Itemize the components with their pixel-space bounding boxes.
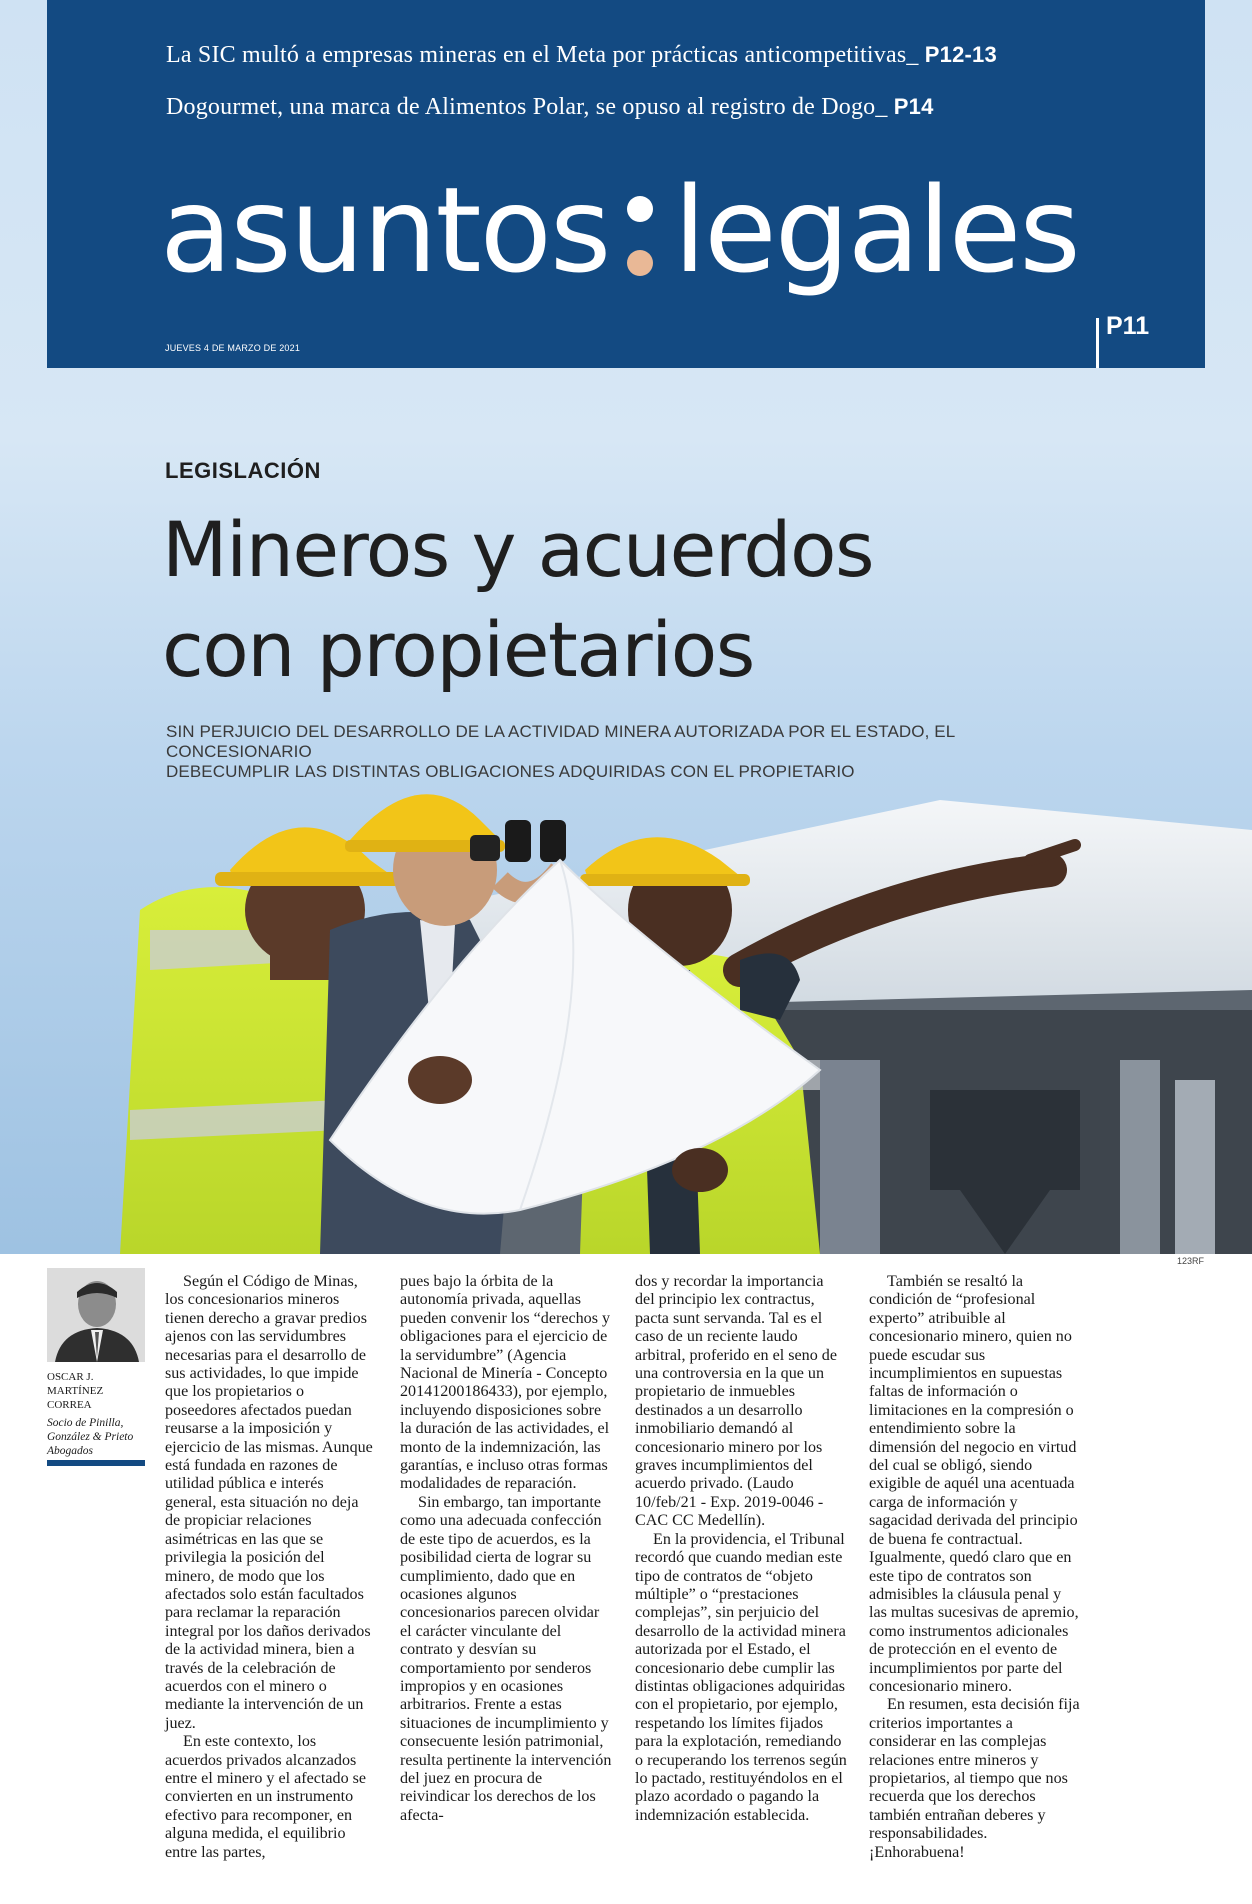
- dek-line-2: DEBECUMPLIR LAS DISTINTAS OBLIGACIONES ADQUIRIDAS CON EL PROPIETARIO: [166, 762, 855, 781]
- author-name-line-2: MARTÍNEZ: [47, 1385, 104, 1397]
- paragraph: En este contexto, los acuerdos privados alcanzados entre el minero y el afectado se convierten en un instrumento efectivo para recomponer, en alguna medida, el equilibrio entre las partes,: [165, 1733, 367, 1861]
- teaser-dogourmet-page: P14: [893, 94, 934, 119]
- author-role-line-2: González & Prieto: [47, 1431, 134, 1443]
- author-portrait-icon: [47, 1268, 145, 1362]
- author-name: [47, 1370, 147, 1412]
- issue-date: JUEVES 4 DE MARZO DE 2021: [165, 343, 301, 353]
- photo-credit: 123RF: [1176, 1256, 1204, 1266]
- dek-line-1: SIN PERJUICIO DEL DESARROLLO DE LA ACTIVIDAD MINERA AUTORIZADA POR EL ESTADO, EL CONCESIONARIO: [166, 722, 955, 761]
- paragraph: Según el Código de Minas, los concesionarios mineros tienen derecho a gravar predios ajenos con las servidumbres necesarias para el desarrollo de sus actividades, lo que impide que los propietarios o poseedores afectados puedan reusarse a la imposición y ejercicio de las mismas. Aunque está fundada en razones de utilidad pública e interés general, esta situación no deja de propiciar relaciones asimétricas en las que se privilegia la posición del minero, de modo que los afectados solo están facultados para reclamar la reparación integral por los daños derivados de la actividad minera, bien a través de la celebración de acuerdos con el minero o mediante la intervención de un juez.: [165, 1273, 373, 1732]
- section-logo: [160, 155, 1079, 305]
- paragraph: En la providencia, el Tribunal recordó que cuando median este tipo de contratos de “objeto múltiple” o “prestaciones complejas”, sin perjuicio del desarrollo de la actividad minera autorizada por el Estado, el concesionario debe cumplir las distintas obligaciones adquiridas con el propietario, por ejemplo, respetando los límites fijados para la explotación, remediando o recuperando los terrenos según lo pactado, restituyéndolos en el plazo acordado o pagando la indemnización establecida.: [635, 1530, 847, 1824]
- logo-word-legales: legales: [673, 161, 1079, 299]
- teaser-sic-text: La SIC multó a empresas mineras en el Meta por prácticas anticompetitivas_: [166, 42, 919, 68]
- paragraph: pues bajo la órbita de la autonomía privada, aquellas pueden convenir los “derechos y obligaciones para el ejercicio de la servidumbre” (Agencia Nacional de Minería - Concepto 20141200186433), por ejemplo, incluyendo disposiciones sobre la duración de las actividades, el monto de la indemnización, las garantías, e incluso otras formas modalidades de reparación.: [400, 1273, 611, 1493]
- author-role-line-3: Abogados: [47, 1445, 93, 1457]
- author-role-line-1: Socio de Pinilla,: [47, 1417, 124, 1429]
- page-number-divider: [1096, 318, 1099, 368]
- body-column-1: [165, 1273, 377, 1862]
- paragraph: Sin embargo, tan importante como una adecuada confección de este tipo de acuerdos, es la posibilidad cierta de lograr su cumplimiento, dado que en ocasiones algunos concesionarios parecen olvidar el carácter vinculante del contrato y desvían su comportamiento por senderos impropios y en ocasiones arbitrarios. Frente a estas situaciones de incumplimiento y consecuente lesión patrimonial, resulta pertinente la intervención del juez en procura de reivindicar los derechos de los afecta-: [400, 1493, 612, 1824]
- body-column-3: [635, 1273, 847, 1825]
- headline-line-2: con propietarios: [162, 605, 754, 694]
- body-column-2: [400, 1273, 612, 1825]
- author-name-line-3: CORREA: [47, 1399, 92, 1411]
- body-column-4: [869, 1273, 1081, 1862]
- paragraph: También se resaltó la condición de “profesional experto” atribuible al concesionario minero, quien no puede escudar sus incumplimientos en supuestas faltas de información o limitaciones en la compresión o entendimiento sobre la dimensión del negocio en virtud del cual se obligó, siendo exigible de aquél una acentuada carga de información y sagacidad derivada del principio de buena fe contractual. Igualmente, quedó claro que en este tipo de contratos son admisibles la cláusula penal y las multas sucesivas de apremio, como instrumentos adicionales de protección en el evento de incumplimientos por parte del concesionario minero.: [869, 1273, 1079, 1695]
- headline-line-1: Mineros y acuerdos: [162, 505, 874, 594]
- author-role: [47, 1416, 147, 1458]
- section-kicker: LEGISLACIÓN: [165, 458, 321, 483]
- author-avatar: [47, 1268, 145, 1362]
- workers-illustration: [0, 760, 1252, 1254]
- paragraph: dos y recordar la importancia del principio lex contractus, pacta sunt servanda. Tal es el caso de un reciente laudo arbitral, proferido en el seno de una controversia en la que un propietario de inmuebles destinados a un desarrollo inmobiliario demandó al concesionario minero por los graves incumplimientos del acuerdo privado. (Laudo 10/feb/21 - Exp. 2019-0046 - CAC CC Medellín).: [635, 1273, 837, 1530]
- logo-colon-icon: [613, 184, 669, 294]
- author-name-line-1: OSCAR J.: [47, 1371, 94, 1383]
- paragraph: En resumen, esta decisión fija criterios importantes a considerar en las complejas relaciones entre mineros y propietarios, al tiempo que nos recuerda que los derechos también entrañan deberes y responsabilidades. ¡Enhorabuena!: [869, 1696, 1080, 1861]
- teaser-dogourmet[interactable]: [166, 94, 934, 121]
- teaser-sic[interactable]: [166, 42, 997, 69]
- teaser-dogourmet-text: Dogourmet, una marca de Alimentos Polar, se opuso al registro de Dogo_: [166, 94, 888, 120]
- article-photo: [0, 760, 1252, 1254]
- page-number: P11: [1106, 312, 1150, 340]
- teaser-sic-page: P12-13: [924, 42, 997, 67]
- logo-word-asuntos: asuntos: [160, 161, 610, 299]
- author-rule: [47, 1460, 145, 1466]
- article-headline: [162, 500, 1062, 700]
